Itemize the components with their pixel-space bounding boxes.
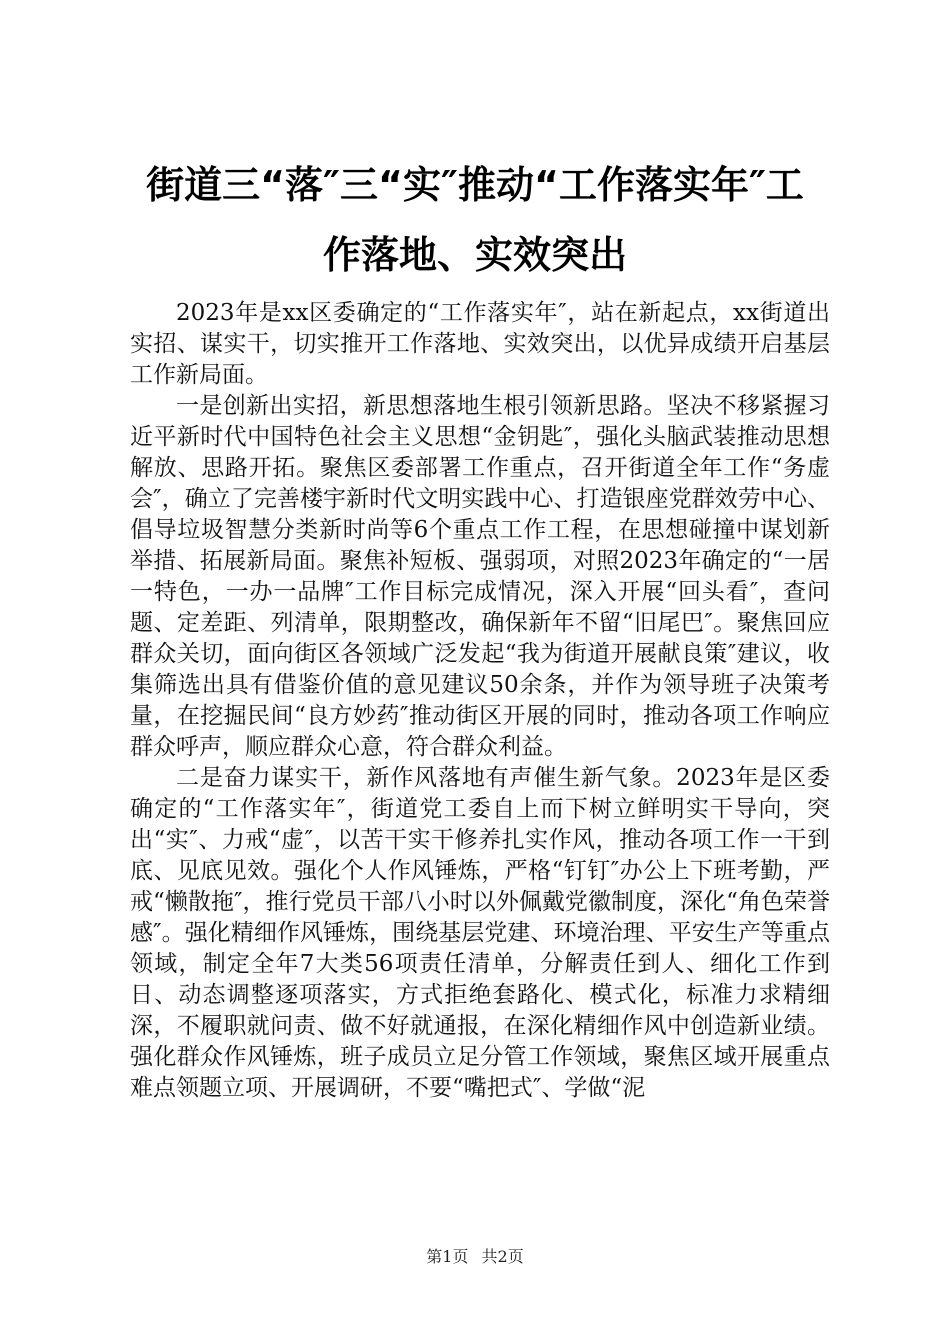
- title-line-1: 街道三“落″三“实″推动“工作落实年″工: [146, 163, 804, 207]
- title-line-2: 作落地、实效突出: [322, 233, 627, 277]
- page-footer: [0, 1244, 950, 1267]
- page-total: 共2页: [481, 1247, 524, 1266]
- page-number: 第1页: [426, 1247, 469, 1266]
- paragraph-point-two: 二是奋力谋实干，新作风落地有声催生新气象。2023年是区委确定的“工作落实年″，街道党工委自上而下树立鲜明实干导向，突出“实″、力戒“虚″，以苦干实干修养扎实作风，推动各项工作一干到底、见底见效。强化个人作风锤炼，严格“钉钉″办公上下班考勤，严戒“懒散拖″，推行党员干部八小时以外佩戴党徽制度，深化“角色荣誉感″。强化精细作风锤炼，围绕基层党建、环境治理、平安生产等重点领域，制定全年7大类56项责任清单，分解责任到人、细化工作到日、动态调整逐项落实，方式拒绝套路化、模式化，标准力求精细深，不履职就问责、做不好就通报，在深化精细作风中创造新业绩。强化群众作风锤炼，班子成员立足分管工作领域，聚焦区域开展重点难点领题立项、开展调研，不要“嘴把式″、学做“泥: [130, 765, 830, 1101]
- document-title: [110, 150, 840, 290]
- document-body: [130, 298, 830, 1104]
- paragraph-point-one: 一是创新出实招，新思想落地生根引领新思路。坚决不移紧握习近平新时代中国特色社会主义思想“金钥匙″，强化头脑武装推动思想解放、思路开拓。聚焦区委部署工作重点，召开街道全年工作“务虚会″，确立了完善楼宇新时代文明实践中心、打造银座党群效劳中心、倡导垃圾智慧分类新时尚等6个重点工作工程，在思想碰撞中谋划新举措、拓展新局面。聚焦补短板、强弱项，对照2023年确定的“一居一特色，一办一品牌″工作目标完成情况，深入开展“回头看″，查问题、定差距、列清单，限期整改，确保新年不留“旧尾巴″。聚焦回应群众关切，面向街区各领域广泛发起“我为街道开展献良策″建议，收集筛选出具有借鉴价值的意见建议50余条，并作为领导班子决策考量，在挖掘民间“良方妙药″推动街区开展的同时，推动各项工作响应群众呼声，顺应群众心意，符合群众利益。: [130, 393, 830, 760]
- paragraph-intro: 2023年是xx区委确定的“工作落实年″，站在新起点，xx街道出实招、谋实干，切实推开工作落地、实效突出，以优异成绩开启基层工作新局面。: [130, 300, 830, 388]
